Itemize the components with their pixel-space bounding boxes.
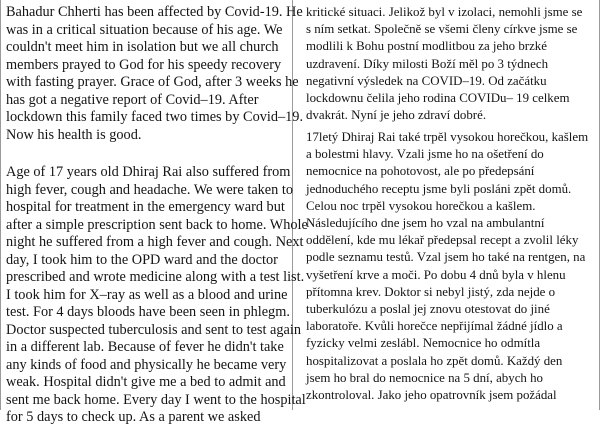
text-line: sent me back home. Every day I went to the hospital bbox=[6, 391, 306, 408]
english-column bbox=[1, 0, 308, 425]
text-line: Doctor suspected tuberculosis and sent to test again bbox=[6, 321, 301, 338]
text-line: modlili k Bohu postní modlitbou za jeho brzké bbox=[306, 39, 547, 54]
text-line: with fasting prayer. Grace of God, after 3 weeks he bbox=[6, 74, 299, 90]
text-line: Celou noc trpěl vysokou horečkou a kašlem. bbox=[306, 198, 536, 213]
text-line: laboratoře. Kvůli horečce nepřijímal žádné jídlo a bbox=[306, 319, 563, 334]
text-line: any kinds of food and physically he became very bbox=[6, 356, 287, 373]
text-line: couldn't meet him in isolation but we all church bbox=[6, 39, 279, 55]
text-line: hospitalizovat a poslala ho zpět domů. Každý den bbox=[306, 353, 563, 368]
text-line: in a different lab. Because of fever he didn't take bbox=[6, 339, 284, 355]
text-line: kritické situaci. Jelikož byl v izolaci, nemohli jsme se bbox=[306, 5, 583, 19]
text-line: tuberkulózu a poslal jej znovu otestovat do jiné bbox=[306, 302, 550, 317]
text-line: night he suffered from a high fever and cough. Next bbox=[6, 234, 304, 250]
text-line: day, I took him to the OPD ward and the doctor bbox=[6, 251, 278, 268]
text-line: jednoduchého receptu jsme byli posláni zpět domů. bbox=[306, 181, 572, 196]
text-line: Následujícího dne jsem ho vzal na ambulantní bbox=[306, 216, 545, 231]
text-line: hospital for treatment in the emergency ward but bbox=[6, 199, 285, 215]
text-line: uzdravení. Díky milosti Boží měl po 3 týdnech bbox=[306, 56, 549, 71]
text-line: s ním setkat. Společně se všemi členy církve jsme se bbox=[306, 22, 578, 37]
english-paragraph-2 bbox=[6, 164, 308, 427]
text-line: Now his health is good. bbox=[6, 126, 142, 143]
text-line: has got a negative report of Covid–19. After bbox=[6, 91, 259, 108]
text-line: jsem ho bral do nemocnice na 5 dní, abych ho bbox=[306, 370, 543, 385]
text-line: 17letý Dhiraj Rai také trpěl vysokou horečkou, kašlem bbox=[306, 130, 589, 144]
text-line: lockdownu čelila jeho rodina COVIDu– 19 celkem bbox=[306, 91, 570, 106]
text-line: members prayed to God for his speedy recovery bbox=[6, 56, 282, 73]
text-line: vyšetření krve a moči. Po dobu 4 dnů byla v hlenu bbox=[306, 267, 566, 282]
text-line: I took him for X–ray as well as a blood and urine bbox=[6, 286, 288, 303]
text-line: after a simple prescription sent back to home. Whole bbox=[6, 216, 308, 233]
text-line: zkontroloval. Jako jeho opatrovník jsem požádal bbox=[306, 388, 557, 403]
text-line: for 5 days to check up. As a parent we asked bbox=[6, 409, 261, 425]
english-paragraph-1 bbox=[6, 4, 304, 144]
text-line: negativní výsledek na COVID–19. Od začátku bbox=[306, 73, 547, 88]
czech-paragraph-1 bbox=[305, 4, 594, 124]
czech-column bbox=[298, 0, 600, 410]
text-line: oddělení, kde mu lékař předepsal recept a zvolil léky bbox=[306, 233, 579, 248]
text-line: dvakrát. Nyní je jeho zdraví dobré. bbox=[306, 108, 487, 123]
text-line: test. For 4 days bloods have been seen in phlegm. bbox=[6, 304, 290, 320]
text-line: nemocnice na pohotovost, ale po předepsání bbox=[306, 164, 535, 179]
text-line: fyzicky velmi zeslábl. Nemocnice ho odmítla bbox=[306, 336, 541, 351]
text-line: Age of 17 years old Dhiraj Rai also suffered from bbox=[6, 164, 291, 180]
text-line: podle seznamu testů. Vzal jsem ho také na rentgen, na bbox=[306, 250, 586, 265]
czech-paragraph-2 bbox=[305, 129, 594, 404]
text-line: high fever, cough and headache. We were taken to bbox=[6, 181, 293, 198]
text-line: was in a critical situation because of his age. We bbox=[6, 21, 283, 38]
text-line: Bahadur Chherti has been affected by Covid-19. He bbox=[6, 4, 303, 20]
text-line: prescribed and wrote medicine along with a test list. bbox=[6, 269, 305, 285]
text-line: weak. Hospital didn't give me a bed to admit and bbox=[6, 374, 286, 390]
text-line: lockdown this family faced two times by Covid–19. bbox=[6, 109, 304, 125]
text-line: přítomna krev. Doktor si nebyl jistý, zda nejde o bbox=[306, 284, 556, 299]
text-line: a bolestmi hlavy. Vzali jsme ho na ošetření do bbox=[306, 147, 544, 162]
